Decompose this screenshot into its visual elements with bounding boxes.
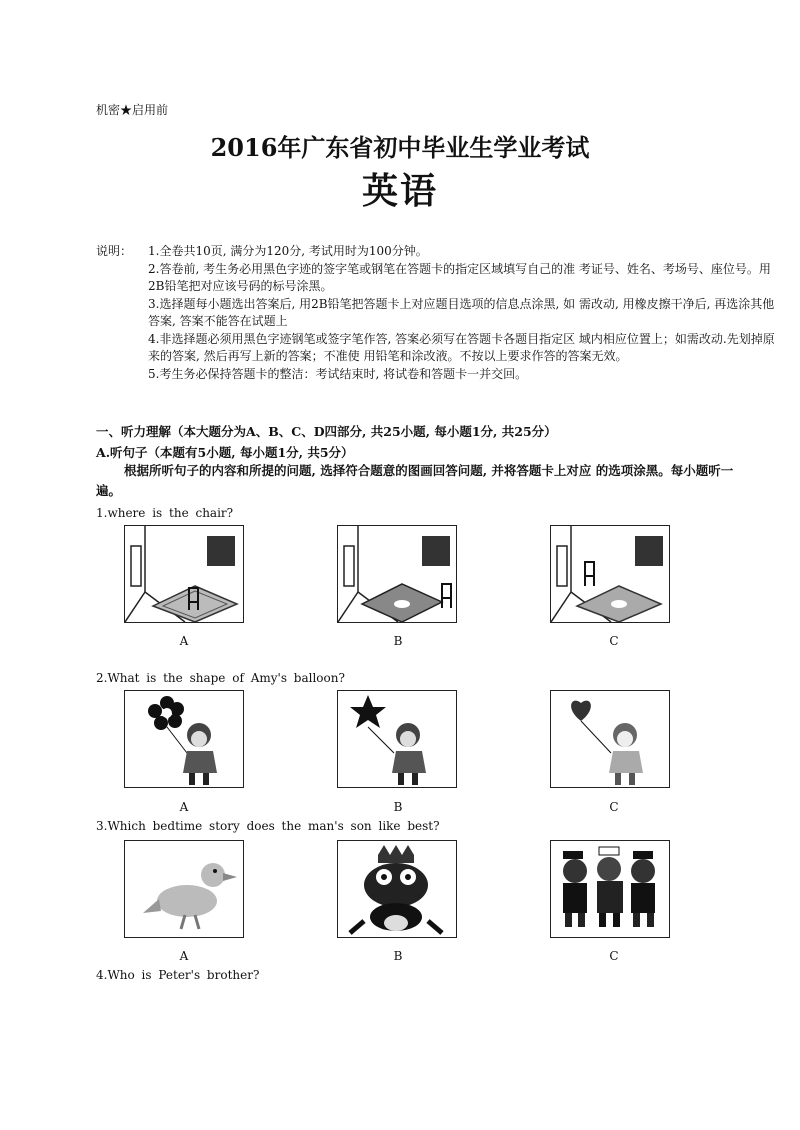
- q1-option-c-label: C: [609, 634, 619, 648]
- notes-label: 说明：: [96, 244, 133, 258]
- part-a-instruction: 根据所听句子的内容和所提的问题, 选择符合题意的图画回答问题, 并将答题卡上对应 的选项涂黑。每小题听一遍。: [96, 463, 734, 498]
- section-heading: 一、听力理解（本大题分为A、B、C、D四部分, 共25小题, 每小题1分, 共25分）: [96, 424, 557, 439]
- girl-star-balloon-icon: [338, 691, 456, 787]
- girl-heart-balloon-icon: [551, 691, 669, 787]
- question-4: 4.Who is Peter's brother?: [96, 968, 260, 982]
- q2-option-b-image: [337, 690, 457, 788]
- q3-option-c-image: [550, 840, 670, 938]
- three-little-pigs-icon: [551, 841, 669, 937]
- exam-title: 2016年广东省初中毕业生学业考试: [210, 133, 590, 162]
- room-chair-behind-carpet-icon: [338, 526, 456, 622]
- q3-option-a-image: [124, 840, 244, 938]
- note-item: 2.答卷前, 考生务必用黑色字迹的签字笔或钢笔在答题卡的指定区域填写自己的准 考证号、姓名、考场号、座位号。用2B铅笔把对应该号码的标号涂黑。: [148, 261, 771, 293]
- part-a-heading: A.听句子（本题有5小题, 每小题1分, 共5分）: [96, 445, 354, 460]
- q3-option-a-label: A: [179, 949, 189, 963]
- q3-option-b-image: [337, 840, 457, 938]
- exam-instructions: [96, 243, 776, 383]
- note-item: 5.考生务必保持答题卡的整洁：考试结束时, 将试卷和答题卡一并交回。: [148, 366, 528, 381]
- q1-option-b-label: B: [393, 634, 403, 648]
- q1-option-a-image: [124, 525, 244, 623]
- room-chair-on-carpet-icon: [125, 526, 243, 622]
- note-item: 3.选择题每小题选出答案后, 用2B铅笔把答题卡上对应题目选项的信息点涂黑, 如 需改动, 用橡皮擦干净后, 再选涂其他答案, 答案不能答在试题上: [148, 296, 775, 328]
- q2-option-c-label: C: [609, 800, 619, 814]
- q3-option-c-label: C: [609, 949, 619, 963]
- q1-option-b-image: [337, 525, 457, 623]
- question-1: 1.where is the chair?: [96, 506, 234, 520]
- q2-option-a-label: A: [179, 800, 189, 814]
- question-3: 3.Which bedtime story does the man's son like best?: [96, 819, 440, 833]
- question-2: 2.What is the shape of Amy's balloon?: [96, 671, 345, 685]
- q1-option-a-label: A: [179, 634, 189, 648]
- room-chair-near-door-icon: [551, 526, 669, 622]
- ugly-duckling-icon: [125, 841, 243, 937]
- confidential-mark: 机密★启用前: [96, 103, 169, 117]
- q2-option-c-image: [550, 690, 670, 788]
- q3-option-b-label: B: [393, 949, 403, 963]
- q2-option-b-label: B: [393, 800, 403, 814]
- frog-prince-icon: [338, 841, 456, 937]
- girl-flower-balloon-icon: [125, 691, 243, 787]
- q1-option-c-image: [550, 525, 670, 623]
- q2-option-a-image: [124, 690, 244, 788]
- note-item: 4.非选择题必须用黑色字迹钢笔或签字笔作答, 答案必须写在答题卡各题目指定区 域内相应位置上；如需改动.先划掉原来的答案, 然后再写上新的答案；不准使 用铅笔和涂改液。不按以上要求作答的答案无效。: [148, 331, 775, 363]
- exam-subject: 英语: [361, 170, 438, 212]
- note-item: 1.全卷共10页, 满分为120分, 考试用时为100分钟。: [148, 244, 428, 258]
